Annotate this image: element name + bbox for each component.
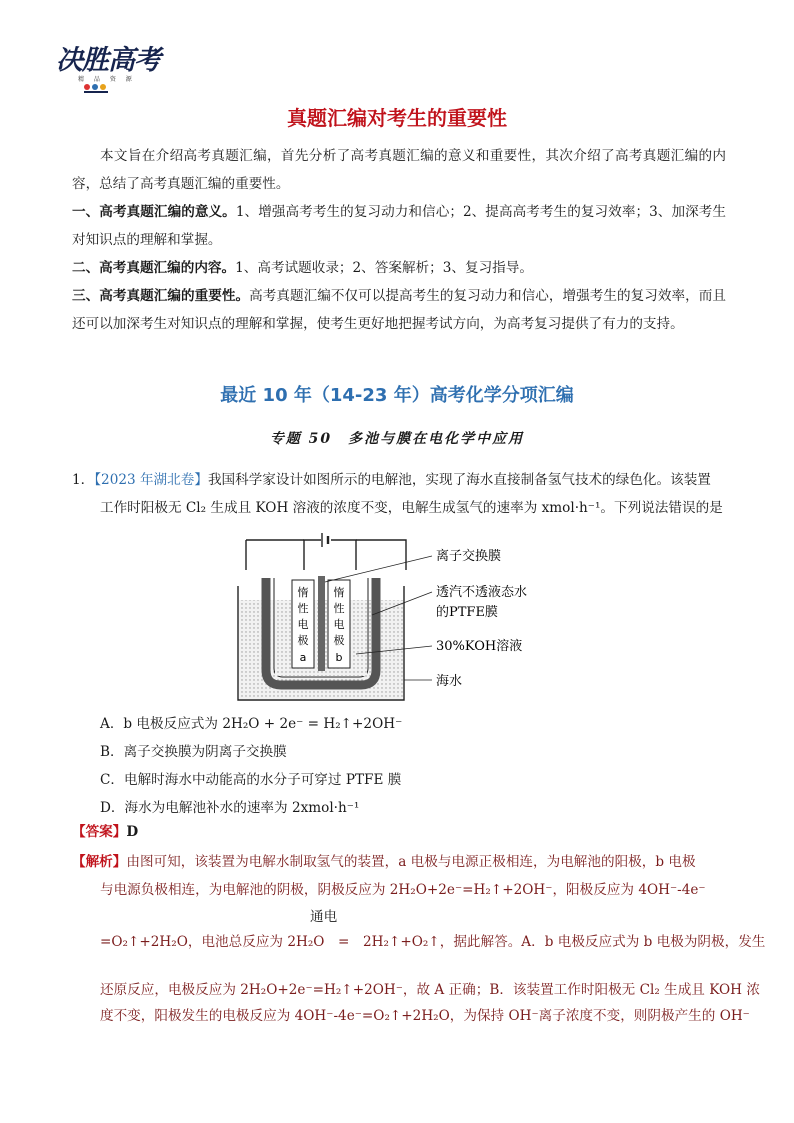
question-line-1 bbox=[72, 466, 732, 494]
option-b: B．离子交换膜为阴离子交换膜 bbox=[100, 744, 287, 760]
electrode-a-char-1: 惰 bbox=[297, 586, 309, 599]
label-membrane: 离子交换膜 bbox=[436, 549, 502, 564]
section-1-head: 一、高考真题汇编的意义。 bbox=[72, 204, 236, 220]
option-d: D．海水为电解池补水的速率为 2xmol·h⁻¹ bbox=[100, 800, 360, 816]
analysis-line-2: 与电源负极相连，为电解池的阴极，阴极反应为 2H₂O+2e⁻=H₂↑+2OH⁻，阳极反应为 4OH⁻-4e⁻ bbox=[100, 882, 706, 898]
electrode-b-char-3: 电 bbox=[333, 618, 345, 631]
analysis-line-3: =O₂↑+2H₂O，电池总反应为 2H₂O = 2H₂↑+O₂↑，据此解答。A．b 电极反应式为 b 电极为阴极，发生 bbox=[100, 934, 766, 950]
logo-subtext: 精 品 资 源 bbox=[78, 76, 136, 83]
electrolysis-condition: 通电 bbox=[310, 909, 338, 925]
analysis-line-4: 还原反应，电极反应为 2H₂O+2e⁻=H₂↑+2OH⁻，故 A 正确；B．该装置工作时阳极无 Cl₂ 生成且 KOH 浓 bbox=[100, 982, 760, 998]
option-c: C．电解时海水中动能高的水分子可穿过 PTFE 膜 bbox=[100, 772, 402, 788]
question-number: 1． bbox=[72, 472, 95, 488]
question-source: 【2023 年湖北卷】 bbox=[94, 472, 208, 488]
intro-paragraph: 本文旨在介绍高考真题汇编，首先分析了高考真题汇编的意义和重要性，其次介绍了高考真题汇编的内容，总结了高考真题汇编的重要性。 bbox=[72, 148, 726, 192]
section-1-body: 1、增强高考考生的复习动力和信心；2、提高高考考生的复习效率；3、加深考生对知识点的理解和掌握。 bbox=[72, 204, 726, 248]
section-3-head: 三、高考真题汇编的重要性。 bbox=[72, 288, 250, 304]
topic-title: 专题 50 多池与膜在电化学中应用 bbox=[269, 431, 525, 447]
label-ptfe-line1: 透汽不透液态水 bbox=[436, 585, 528, 600]
electrode-b-char-2: 性 bbox=[333, 602, 345, 615]
electrode-a-char-4: 极 bbox=[297, 634, 309, 647]
logo-figures-icon bbox=[82, 82, 112, 94]
section-2 bbox=[72, 254, 726, 282]
section-2-head: 二、高考真题汇编的内容。 bbox=[72, 260, 236, 276]
section-1 bbox=[72, 198, 726, 254]
analysis-line-5: 度不变，阳极发生的电极反应为 4OH⁻-4e⁻=O₂↑+2H₂O，为保持 OH⁻离子浓度不变，则阴极产生的 OH⁻ bbox=[100, 1008, 750, 1024]
electrode-b-char-5: b bbox=[335, 651, 343, 664]
question-stem bbox=[72, 466, 732, 522]
option-a: A．b 电极反应式为 2H₂O + 2e⁻ = H₂↑+2OH⁻ bbox=[100, 716, 403, 732]
label-seawater: 海水 bbox=[436, 674, 463, 689]
analysis-line-1 bbox=[72, 850, 732, 870]
electrolysis-diagram bbox=[236, 530, 566, 706]
analysis-text-1: 由图可知，该装置为电解水制取氢气的装置，a 电极与电源正极相连，为电解池的阳极，b 电极 bbox=[126, 854, 696, 870]
answer-label: 【答案】 bbox=[72, 824, 127, 840]
logo bbox=[56, 38, 176, 100]
electrode-b-char-4: 极 bbox=[333, 634, 345, 647]
electrode-a-char-5: a bbox=[299, 651, 307, 664]
label-koh: 30%KOH溶液 bbox=[436, 639, 523, 654]
question-line-2: 工作时阳极无 Cl₂ 生成且 KOH 溶液的浓度不变，电解生成氢气的速率为 xmol·h⁻¹。下列说法错误的是 bbox=[100, 500, 723, 516]
logo-text: 决胜高考 bbox=[56, 45, 160, 76]
electrode-a-char-3: 电 bbox=[297, 618, 309, 631]
answer bbox=[72, 820, 138, 840]
electrode-a-char-2: 性 bbox=[297, 602, 309, 615]
section-3 bbox=[72, 282, 726, 338]
analysis-label: 【解析】 bbox=[72, 854, 127, 870]
header-title: 真题汇编对考生的重要性 bbox=[287, 106, 507, 130]
label-ptfe-line2: 的PTFE膜 bbox=[436, 605, 498, 620]
section-3-body: 高考真题汇编不仅可以提高考生的复习动力和信心，增强考生的复习效率，而且还可以加深考生对知识点的理解和掌握，使考生更好地把握考试方向，为高考复习提供了有力的支持。 bbox=[72, 288, 727, 332]
question-text-1: 我国科学家设计如图所示的电解池，实现了海水直接制备氢气技术的绿色化。该装置 bbox=[207, 472, 711, 488]
answer-value: D bbox=[126, 824, 139, 840]
section-2-body: 1、高考试题收录；2、答案解析；3、复习指导。 bbox=[235, 260, 533, 276]
main-title: 最近 10 年（14-23 年）高考化学分项汇编 bbox=[220, 385, 574, 406]
electrode-b-char-1: 惰 bbox=[333, 586, 345, 599]
